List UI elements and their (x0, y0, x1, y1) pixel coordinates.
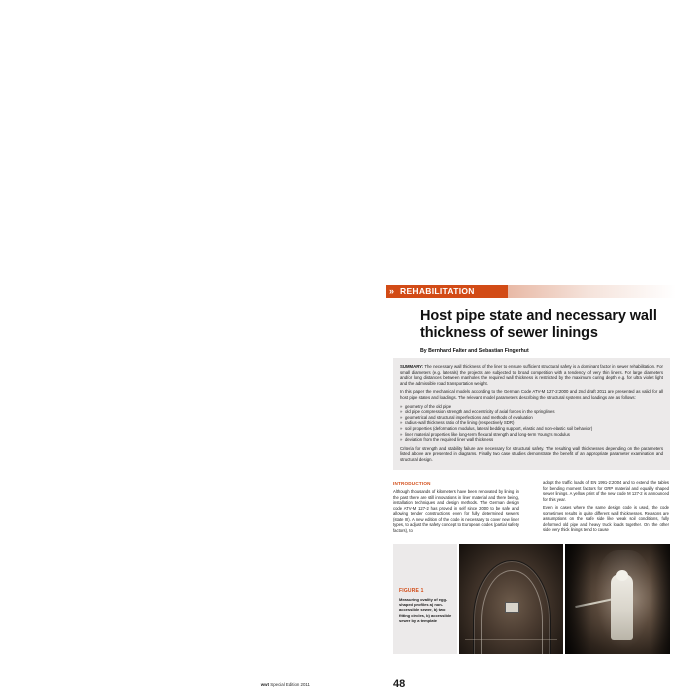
figure-photo-sewer-template (459, 544, 563, 654)
rubric-label: REHABILITATION (400, 286, 475, 296)
abstract-bullet-list (400, 404, 663, 443)
publication-brand: wwt (260, 682, 270, 687)
rubric-banner (386, 285, 676, 298)
abstract-paragraph-3: Criteria for strength and stability failure are necessary for structural safety. The resulting wall thicknesses depending on the parameters listed above are presented in diagrams. Finally two case studies demonstrate the benefit of an appropriate parameter examination and structural design. (400, 445, 663, 462)
photo-vignette-right (650, 544, 670, 654)
list-item: » geometry of the old pipe (400, 404, 663, 410)
figure-caption: Measuring ovality of egg-shaped profiles a) non-accessible sewer, b) two fitting circles, b) accessible sewer by a template (399, 597, 452, 623)
body-paragraph: Even in cases where the same design code is used, the code sometimes results in quite different wall thicknesses. Reasons are assumptions on the safe side like weak soil conditions, fully deformed old pipe and heavy truck loads together. On the other side very thick linings tend to cause (543, 505, 669, 532)
figure-block (393, 544, 670, 654)
abstract-lead-label: SUMMARY: (400, 364, 424, 369)
abstract-paragraph-1-text: The necessary wall thickness of the liner to ensure sufficient structural safety is a dominant factor in sewer rehabilitation. For small diameters (e.g. laterals) the projects are subjected to broad competition with a tendency of very thin liners. For large diameters and/or long distances between manholes the required wall thickness is restricted by the maximum curing depth e.g. for ultra violet light and the admissible road transportation weight. (400, 364, 663, 386)
pipe-invert-line (465, 639, 557, 640)
measurement-marker (505, 602, 519, 613)
list-item: » geometrical and structural imperfections and methods of evaluation (400, 415, 663, 421)
body-column-right (543, 480, 669, 536)
section-heading-introduction: INTRODUCTION (393, 481, 431, 486)
publication-edition: Special Edition 2011 (270, 682, 310, 687)
paper-sheet (180, 120, 669, 690)
body-column-left (393, 480, 519, 536)
abstract-paragraph-2: In this paper the mechanical models according to the German Code ATV-M 127-2:2000 and 2nd draft 2011 are presented as valid for all host pipe states and loadings. The relevant model parameters describing the structural systems and loadings are as follows: (400, 389, 663, 400)
body-paragraph: Although thousands of kilometers have been renovated by lining in the past there are still innovations in liner material and there being, installation techniques and design methods. The German design code ATV-M 127-2 has proved in self since 2000 to be safe and allowing tender constructions even for fully determined sewers (state III). A new edition of the code is necessary to cover new liner types, to adjust the safety concept to European codes (partial safety factors), to (393, 489, 519, 533)
list-item: » liner material properties like long-term flexural strength and long-term Young's modulus (400, 432, 663, 438)
chevron-right-icon: » (389, 286, 395, 296)
footer-edition (261, 682, 310, 687)
abstract-box (393, 358, 670, 470)
list-item: » soil properties (deformation modulus, lateral bedding support, elastic and non-elastic soil behavior) (400, 426, 663, 432)
list-item: » old pipe compression strength and eccentricity of axial forces in the springlines (400, 409, 663, 415)
photo-vignette-left (565, 544, 591, 654)
body-paragraph: adopt the traffic loads of EN 1991-2:2004 and to extend the tables for bending moment factors for GRP material and equally shaped sewer linings. A yellow print of the new code M 127-2 is announced for this year. (543, 480, 669, 502)
page-title: Host pipe state and necessary wall thickness of sewer linings (420, 308, 657, 341)
article-byline: By Bernhard Falter and Sebastian Fingerhut (420, 348, 529, 354)
worker-hood (616, 570, 628, 581)
abstract-paragraph-1 (400, 364, 663, 386)
figure-caption-box (393, 544, 457, 654)
figure-photo-worker-in-sewer (565, 544, 670, 654)
list-item: » radius-wall thickness ratio of the lining (respectively SDR) (400, 420, 663, 426)
figure-label: FIGURE 1 (399, 588, 424, 594)
worker-suit (611, 574, 633, 640)
list-item: » deviation from the required liner wall thickness (400, 437, 663, 443)
page-number: 48 (393, 678, 406, 690)
